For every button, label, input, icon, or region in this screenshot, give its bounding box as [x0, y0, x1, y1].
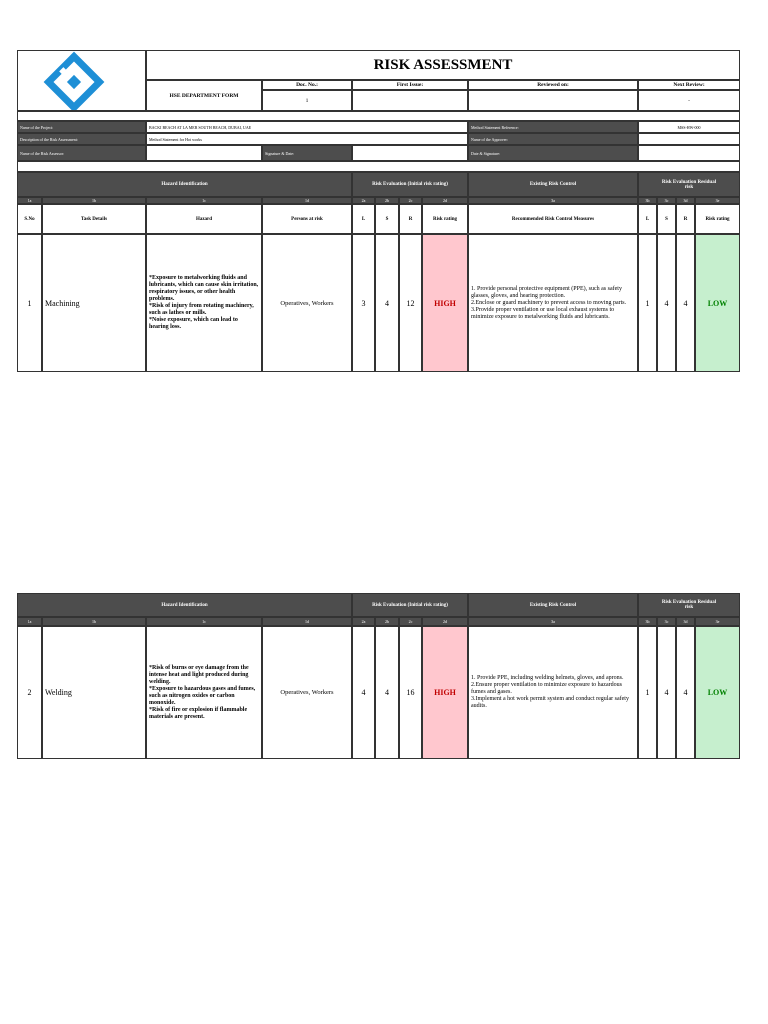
- row-residual-l: 1: [638, 234, 657, 372]
- description-value: Method Statement for Hot works: [146, 133, 468, 145]
- code-cell: 3b: [638, 617, 657, 626]
- code-cell: 1a: [17, 617, 42, 626]
- col-rating: Risk rating: [422, 204, 468, 234]
- code-cell: 1c: [146, 617, 262, 626]
- row-residual-s: 4: [657, 626, 676, 759]
- row-task: Welding: [42, 626, 146, 759]
- code-cell: 3c: [657, 197, 676, 204]
- row-l: 4: [352, 626, 375, 759]
- hazard-identification-header: Hazard Identification: [17, 172, 352, 197]
- approver-date-value: [638, 145, 740, 161]
- code-cell: 2b: [375, 617, 399, 626]
- code-cell: 2c: [399, 197, 422, 204]
- code-cell: 1c: [146, 197, 262, 204]
- row-persons: Operatives, Workers: [262, 234, 352, 372]
- project-name-label: Name of the Project:: [17, 121, 146, 133]
- row-residual-s: 4: [657, 234, 676, 372]
- code-cell: 3d: [676, 617, 695, 626]
- code-cell: 2d: [422, 617, 468, 626]
- code-cell: 1b: [42, 197, 146, 204]
- initial-risk-header: Risk Evaluation (Initial risk rating): [352, 172, 468, 197]
- row-persons: Operatives, Workers: [262, 626, 352, 759]
- col-s: S: [375, 204, 399, 234]
- approver-value: [638, 133, 740, 145]
- code-cell: 1d: [262, 617, 352, 626]
- row-s: 4: [375, 234, 399, 372]
- reviewed-on-label: Reviewed on:: [468, 80, 638, 90]
- row-s: 4: [375, 626, 399, 759]
- next-review-value: -: [638, 90, 740, 111]
- code-cell: 1d: [262, 197, 352, 204]
- initial-risk-header: Risk Evaluation (Initial risk rating): [352, 593, 468, 617]
- row-residual-l: 1: [638, 626, 657, 759]
- code-cell: 2b: [375, 197, 399, 204]
- row-controls: 1. Provide personal protective equipment (PPE), such as safety glasses, gloves, and hearing protection. 2.Enclose or guard machinery to prevent access to moving parts. 3.Provide proper ventilation or use local exhaust systems to minimize exposure to metalworking fluids and lubricants.: [468, 234, 638, 372]
- row-hazard: *Risk of burns or eye damage from the intense heat and light produced during welding. *Exposure to hazardous gases and fumes, such as nitrogen oxides or carbon monoxide. *Risk of fire or explosion if flammable materials are present.: [146, 626, 262, 759]
- residual-risk-header: Risk Evaluation Residual risk: [638, 172, 740, 197]
- hazard-identification-header: Hazard Identification: [17, 593, 352, 617]
- doc-no-label: Doc. No.:: [262, 80, 352, 90]
- code-cell: 3e: [695, 617, 740, 626]
- row-r: 12: [399, 234, 422, 372]
- existing-control-header: Existing Risk Control: [468, 172, 638, 197]
- col-persons: Persons at risk: [262, 204, 352, 234]
- code-cell: 3d: [676, 197, 695, 204]
- col-residual-r: R: [676, 204, 695, 234]
- row-risk-rating: HIGH: [422, 234, 468, 372]
- col-hazard: Hazard: [146, 204, 262, 234]
- code-cell: 2a: [352, 197, 375, 204]
- code-cell: 3c: [657, 617, 676, 626]
- col-residual-l: L: [638, 204, 657, 234]
- row-task: Machining: [42, 234, 146, 372]
- row-controls: 1. Provide PPE, including welding helmets, gloves, and aprons. 2.Ensure proper ventilation to minimize exposure to hazardous fumes and gases. 3.Implement a hot work permit system and conduct regular safety audits.: [468, 626, 638, 759]
- ms-ref-label: Method Statement Reference:: [468, 121, 638, 133]
- form-title: [146, 50, 740, 80]
- col-residual-rating: Risk rating: [695, 204, 740, 234]
- title-text: RISK ASSESSMENT: [373, 56, 513, 73]
- code-cell: 2a: [352, 617, 375, 626]
- row-sno: 1: [17, 234, 42, 372]
- spacer-row: [17, 161, 740, 172]
- row-hazard: *Exposure to metalworking fluids and lubricants, which can cause skin irritation, respiratory issues, or other health problems. *Risk of injury from rotating machinery, such as lathes or mills. *Noise exposure, which can lead to hearing loss.: [146, 234, 262, 372]
- assessor-label: Name of the Risk Assessor:: [17, 145, 146, 161]
- doc-no-value: 1: [262, 90, 352, 111]
- row-residual-r: 4: [676, 626, 695, 759]
- first-issue-value: [352, 90, 468, 111]
- col-measures: Recommended Risk Control Measures: [468, 204, 638, 234]
- code-cell: 3e: [695, 197, 740, 204]
- col-l: L: [352, 204, 375, 234]
- code-cell: 1a: [17, 197, 42, 204]
- logo-cell: [17, 50, 146, 111]
- col-r: R: [399, 204, 422, 234]
- company-logo: [18, 51, 145, 110]
- row-residual-rating: LOW: [695, 626, 740, 759]
- row-r: 16: [399, 626, 422, 759]
- approver-date-label: Date & Signature:: [468, 145, 638, 161]
- code-cell: 2c: [399, 617, 422, 626]
- code-cell: 3a: [468, 197, 638, 204]
- existing-control-header: Existing Risk Control: [468, 593, 638, 617]
- ms-ref-value: MSS-HW-000: [638, 121, 740, 133]
- reviewed-on-value: [468, 90, 638, 111]
- col-task: Task Details: [42, 204, 146, 234]
- assessor-value: [146, 145, 262, 161]
- code-cell: 3a: [468, 617, 638, 626]
- project-name-value: BACKI BEACH AT LA MER SOUTH BEACH, DUBAI, UAE: [146, 121, 468, 133]
- code-cell: 2d: [422, 197, 468, 204]
- row-sno: 2: [17, 626, 42, 759]
- residual-risk-header: Risk Evaluation Residual risk: [638, 593, 740, 617]
- department-label: HSE DEPARTMENT FORM: [146, 80, 262, 111]
- row-residual-rating: LOW: [695, 234, 740, 372]
- row-l: 3: [352, 234, 375, 372]
- spacer-row: [17, 111, 740, 121]
- col-residual-s: S: [657, 204, 676, 234]
- description-label: Description of the Risk Assessment:: [17, 133, 146, 145]
- approver-label: Name of the Approver:: [468, 133, 638, 145]
- code-cell: 3b: [638, 197, 657, 204]
- code-cell: 1b: [42, 617, 146, 626]
- row-risk-rating: HIGH: [422, 626, 468, 759]
- next-review-label: Next Review:: [638, 80, 740, 90]
- signature-value: [352, 145, 468, 161]
- first-issue-label: First Issue:: [352, 80, 468, 90]
- signature-label: Signature & Date:: [262, 145, 352, 161]
- row-residual-r: 4: [676, 234, 695, 372]
- col-sno: S.No: [17, 204, 42, 234]
